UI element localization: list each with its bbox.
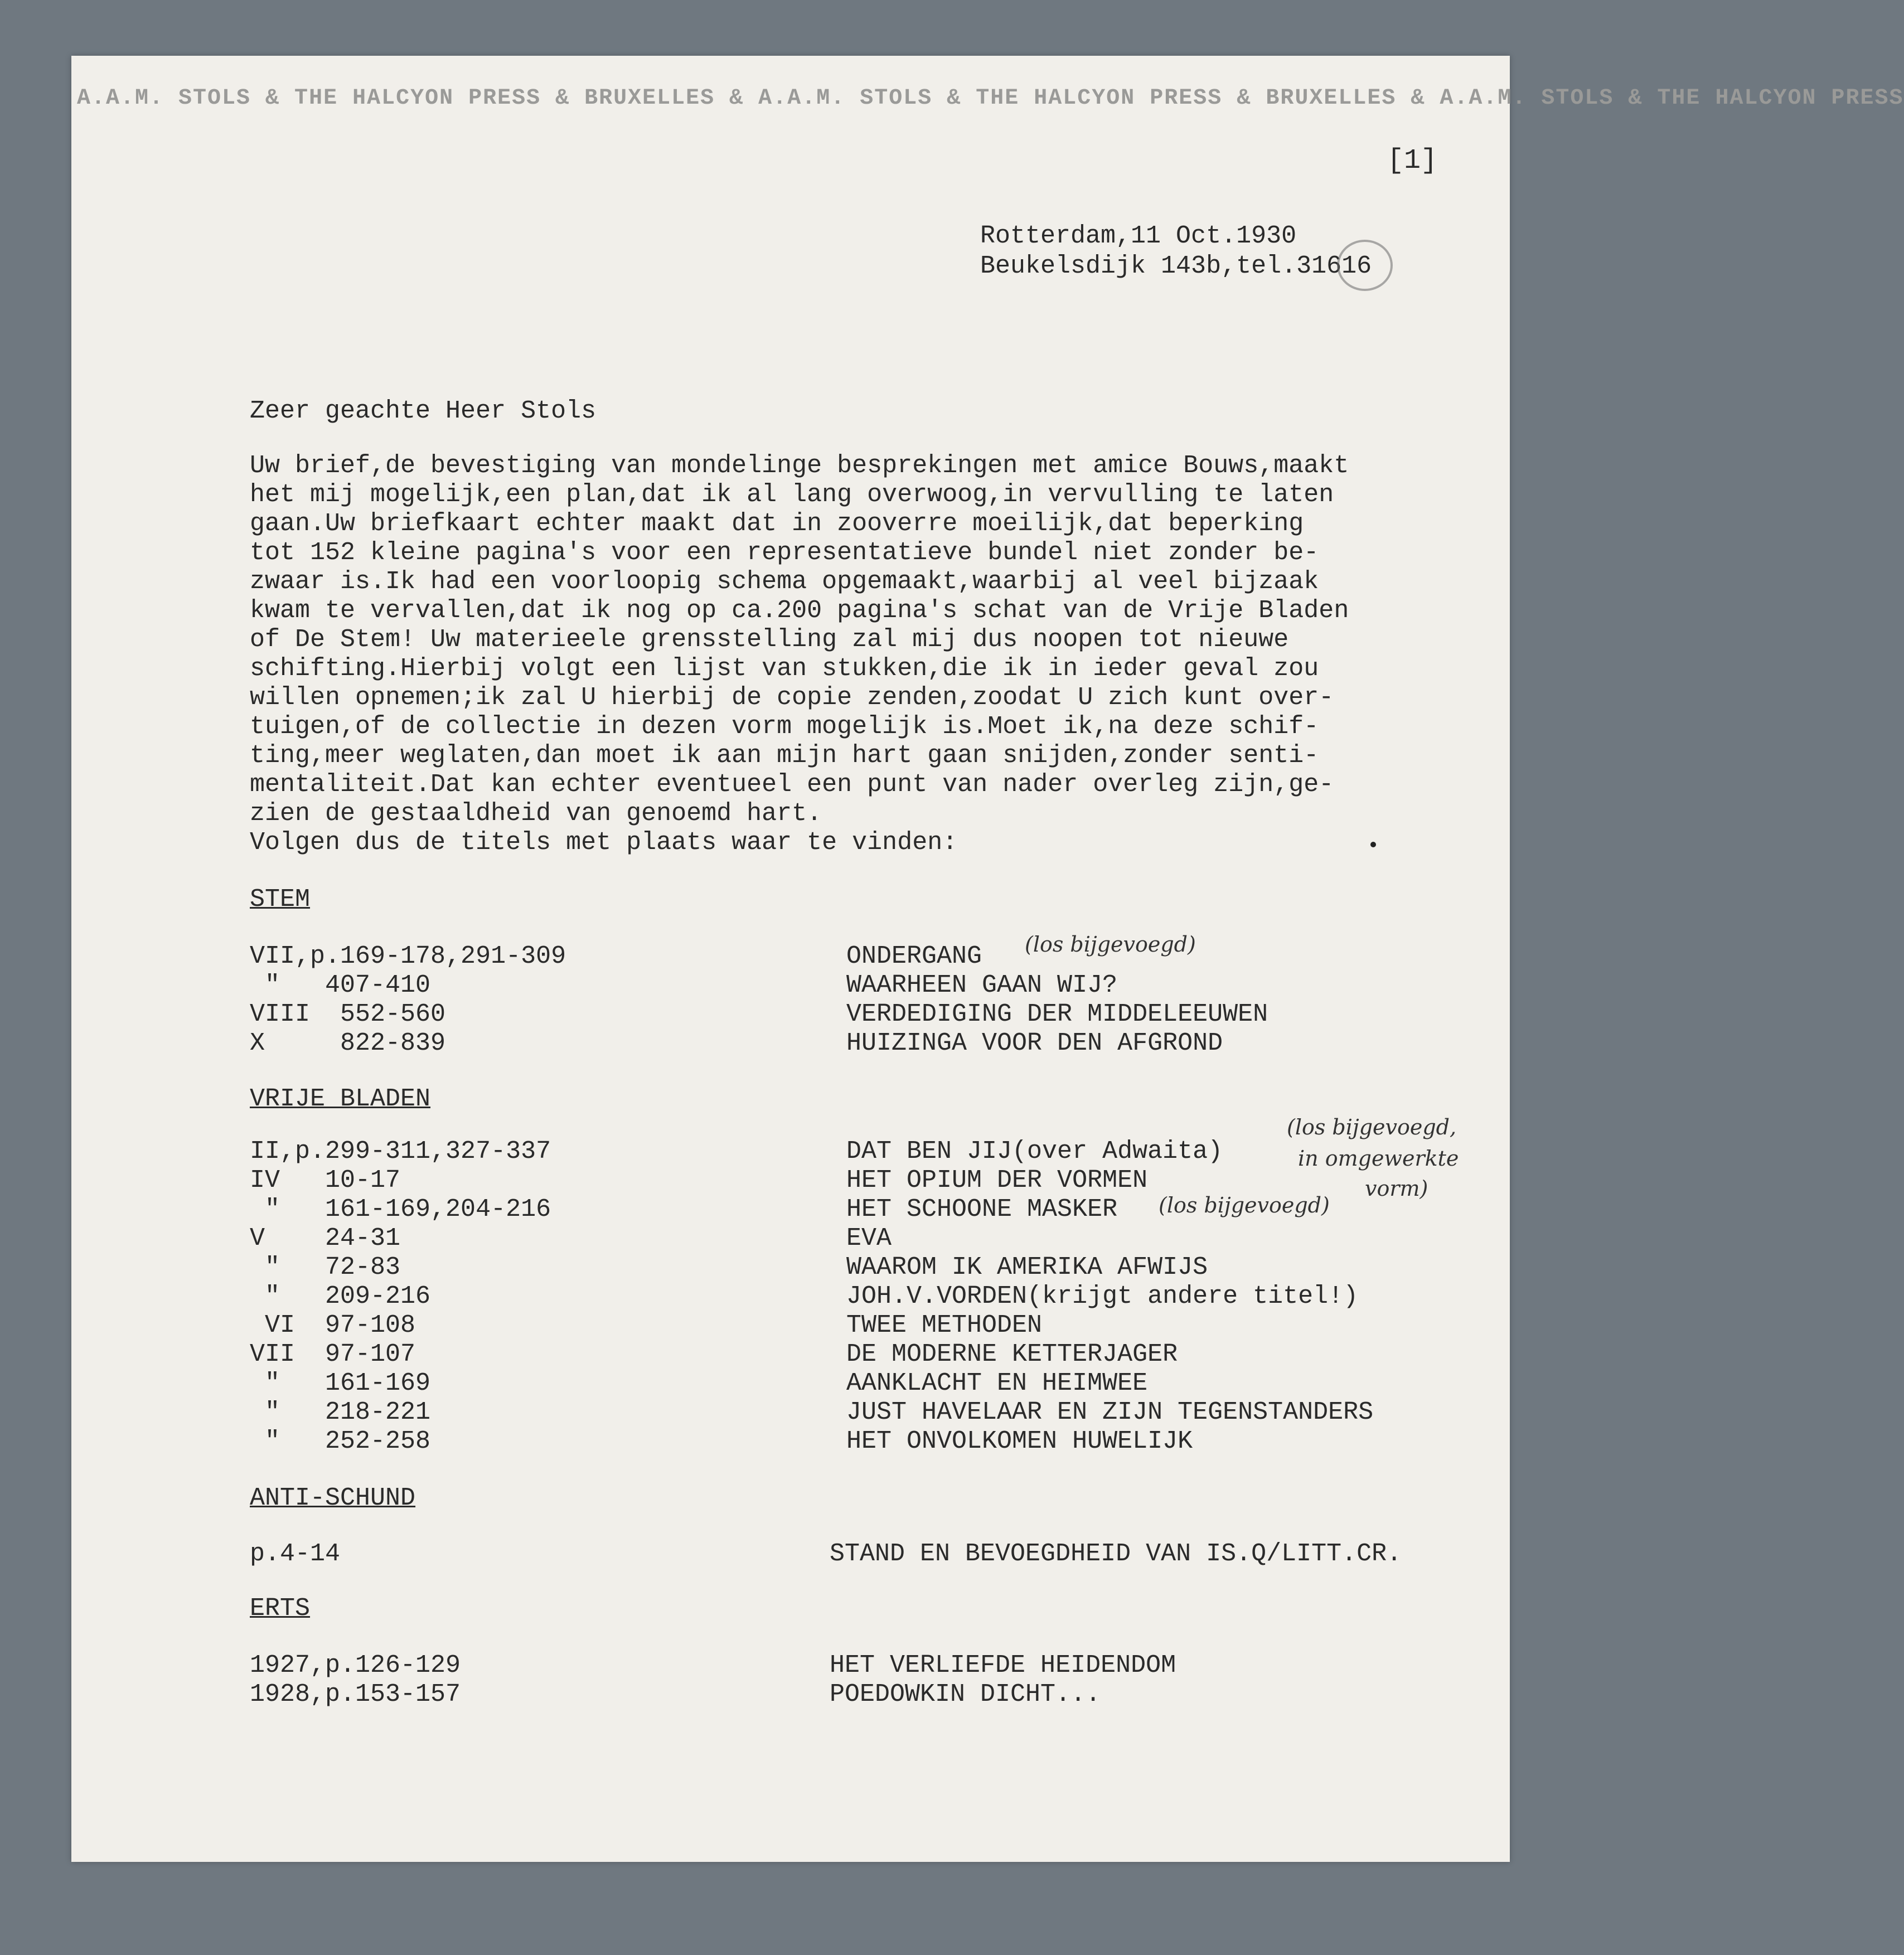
entry-title: AANKLACHT EN HEIMWEE xyxy=(846,1369,1148,1398)
handwritten-note-los-bijgevoegd: (los bijgevoegd) xyxy=(1159,1193,1330,1217)
entry-ref: VI 97-108 xyxy=(250,1311,416,1340)
handwritten-note-omgewerkt-1: (los bijgevoegd, xyxy=(1287,1115,1457,1139)
entry-ref: 1928,p.153-157 xyxy=(250,1680,461,1709)
entry-title: HET OPIUM DER VORMEN xyxy=(846,1166,1148,1195)
body-line: zwaar is.Ik had een voorloopig schema opgemaakt,waarbij al veel bijzaak xyxy=(250,567,1319,596)
handwritten-note-los-bijgevoegd: (los bijgevoegd) xyxy=(1025,932,1196,957)
handwritten-note-omgewerkt-3: vorm) xyxy=(1365,1176,1428,1201)
body-line: ting,meer weglaten,dan moet ik aan mijn hart gaan snijden,zonder senti- xyxy=(250,741,1319,770)
salutation: Zeer geachte Heer Stols xyxy=(250,397,597,425)
page-number: [1] xyxy=(1387,145,1438,177)
address-line: Beukelsdijk 143b,tel.31616 xyxy=(980,252,1372,280)
entry-title: ONDERGANG xyxy=(846,942,982,971)
letter-page xyxy=(71,56,1904,1862)
entry-ref: II,p.299-311,327-337 xyxy=(250,1137,551,1166)
body-line: zien de gestaaldheid van genoemd hart. xyxy=(250,799,822,828)
ink-stamp-mark xyxy=(1337,240,1393,291)
date-line: Rotterdam,11 Oct.1930 xyxy=(980,222,1297,250)
entry-ref: 1927,p.126-129 xyxy=(250,1651,461,1680)
entry-title: STAND EN BEVOEGDHEID VAN IS.Q/LITT.CR. xyxy=(830,1540,1402,1568)
body-line: tot 152 kleine pagina's voor een representatieve bundel niet zonder be- xyxy=(250,539,1319,567)
entry-ref: X 822-839 xyxy=(250,1029,446,1057)
body-line: willen opnemen;ik zal U hierbij de copie zenden,zoodat U zich kunt over- xyxy=(250,683,1334,712)
entry-ref: V 24-31 xyxy=(250,1224,401,1253)
body-line: kwam te vervallen,dat ik nog op ca.200 pagina's schat van de Vrije Bladen xyxy=(250,596,1349,625)
entry-ref: VII,p.169-178,291-309 xyxy=(250,942,566,971)
section-heading-stem: STEM xyxy=(250,885,311,914)
entry-ref: " 218-221 xyxy=(250,1398,431,1427)
entry-title: HUIZINGA VOOR DEN AFGROND xyxy=(846,1029,1223,1057)
letterhead-perforation: A.A.M. STOLS & THE HALCYON PRESS & BRUXELLES & A.A.M. STOLS & THE HALCYON PRESS & BRUXELLES & A.A.M. STOLS & THE HALCYON PRESS xyxy=(77,86,1904,111)
entry-ref: IV 10-17 xyxy=(250,1166,401,1195)
section-heading-anti-schund: ANTI-SCHUND xyxy=(250,1484,416,1512)
entry-title: HET SCHOONE MASKER xyxy=(846,1195,1118,1224)
body-line: het mij mogelijk,een plan,dat ik al lang overwoog,in vervulling te laten xyxy=(250,481,1334,509)
entry-title: JUST HAVELAAR EN ZIJN TEGENSTANDERS xyxy=(846,1398,1374,1427)
entry-ref: VII 97-107 xyxy=(250,1340,416,1369)
entry-ref: " 161-169 xyxy=(250,1369,431,1398)
entry-title: TWEE METHODEN xyxy=(846,1311,1043,1340)
body-line: Uw brief,de bevestiging van mondelinge besprekingen met amice Bouws,maakt xyxy=(250,452,1349,480)
entry-ref: " 161-169,204-216 xyxy=(250,1195,551,1224)
body-line: gaan.Uw briefkaart echter maakt dat in zooverre moeilijk,dat beperking xyxy=(250,510,1304,538)
section-heading-vrije-bladen: VRIJE BLADEN xyxy=(250,1085,431,1113)
entry-title: DE MODERNE KETTERJAGER xyxy=(846,1340,1178,1369)
entry-title: WAARHEEN GAAN WIJ? xyxy=(846,971,1118,1000)
entry-title: JOH.V.VORDEN(krijgt andere titel!) xyxy=(846,1282,1359,1311)
entry-ref: VIII 552-560 xyxy=(250,1000,446,1029)
body-line: mentaliteit.Dat kan echter eventueel een punt van nader overleg zijn,ge- xyxy=(250,770,1334,799)
body-line: of De Stem! Uw materieele grensstelling zal mij dus noopen tot nieuwe xyxy=(250,625,1289,654)
entry-title: POEDOWKIN DICHT... xyxy=(830,1680,1101,1709)
entry-title: HET ONVOLKOMEN HUWELIJK xyxy=(846,1427,1193,1456)
entry-title: EVA xyxy=(846,1224,892,1253)
body-line: Volgen dus de titels met plaats waar te vinden: xyxy=(250,828,958,857)
entry-ref: " 252-258 xyxy=(250,1427,431,1456)
entry-title: VERDEDIGING DER MIDDELEEUWEN xyxy=(846,1000,1268,1029)
ink-dot xyxy=(1370,842,1376,847)
entry-title: WAAROM IK AMERIKA AFWIJS xyxy=(846,1253,1208,1282)
body-line: schifting.Hierbij volgt een lijst van stukken,die ik in ieder geval zou xyxy=(250,654,1319,683)
handwritten-note-omgewerkt-2: in omgewerkte xyxy=(1298,1146,1459,1171)
section-heading-erts: ERTS xyxy=(250,1594,311,1623)
entry-title: DAT BEN JIJ(over Adwaita) xyxy=(846,1137,1223,1166)
entry-title: HET VERLIEFDE HEIDENDOM xyxy=(830,1651,1176,1680)
entry-ref: " 407-410 xyxy=(250,971,431,1000)
entry-ref: " 72-83 xyxy=(250,1253,401,1282)
entry-ref: " 209-216 xyxy=(250,1282,431,1311)
entry-ref: p.4-14 xyxy=(250,1540,341,1568)
body-line: tuigen,of de collectie in dezen vorm mogelijk is.Moet ik,na deze schif- xyxy=(250,712,1319,741)
